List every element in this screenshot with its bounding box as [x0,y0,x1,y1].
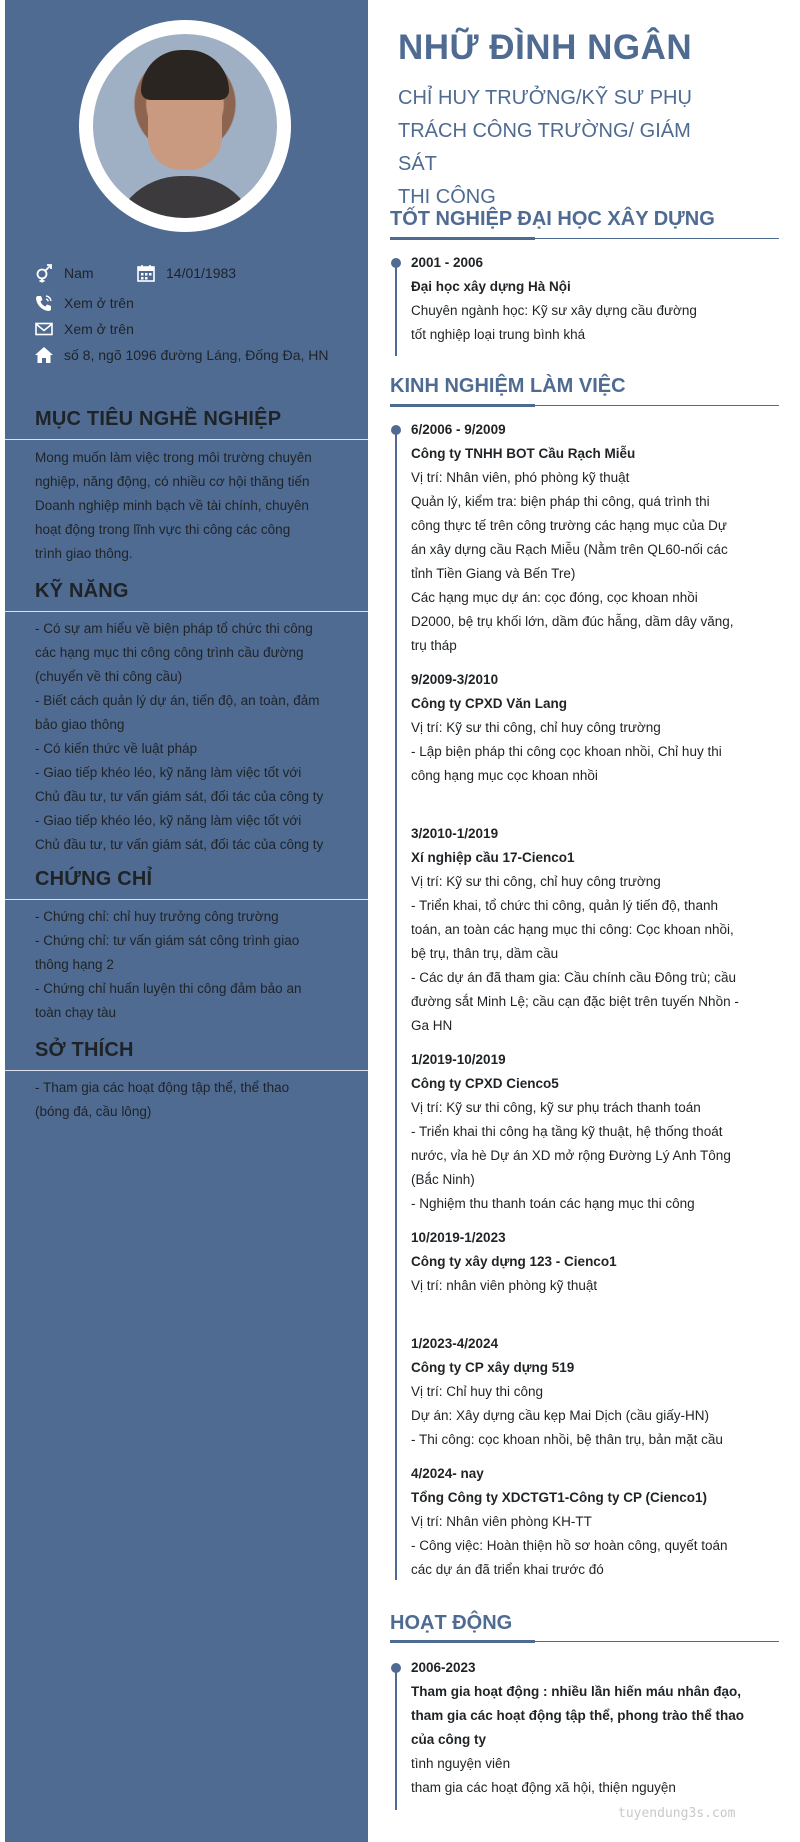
timeline-dot [391,258,401,268]
objective-heading: MỤC TIÊU NGHỀ NGHIỆP [35,408,282,430]
job-title: CHỈ HUY TRƯỞNG/KỸ SƯ PHỤ TRÁCH CÔNG TRƯỜNG/ GIÁM SÁT THI CÔNG [398,87,692,208]
skills-heading: KỸ NĂNG [35,580,129,602]
timeline-line [395,262,397,356]
divider [5,1070,368,1071]
education-entry: 2001 - 2006 Đại học xây dựng Hà Nội Chuyên ngành học: Kỹ sư xây dựng cầu đường tốt nghiệp loại trung bình khá [411,255,697,342]
avatar [93,34,277,218]
phone-row [34,292,134,314]
experience-entry: 4/2024- nay Tổng Công ty XDCTGT1-Công ty CP (Cienco1) Vị trí: Nhân viên phòng KH-TT - Công việc: Hoàn thiện hồ sơ hoàn công, quyết toán các dự án đã triển khai trước đó [411,1466,728,1577]
activities-heading: HOẠT ĐỘNG [390,1612,513,1634]
gender-value: Nam [64,265,94,281]
experience-entry: 10/2019-1/2023 Công ty xây dựng 123 - Cienco1 Vị trí: nhân viên phòng kỹ thuật [411,1230,617,1293]
dob-value: 14/01/1983 [166,265,237,281]
certificates-text: - Chứng chỉ: chỉ huy trưởng công trường - Chứng chỉ: tư vấn giám sát công trình giao thông hạng 2 - Chứng chỉ huấn luyện thi công đảm bảo an toàn chạy tàu [35,909,302,1020]
watermark: tuyendung3s.com [618,1806,736,1821]
education-heading: TỐT NGHIỆP ĐẠI HỌC XÂY DỰNG [390,208,715,230]
activity-entry: 2006-2023 Tham gia hoạt động : nhiều lần hiến máu nhân đạo, tham gia các hoạt động tập thể, phong trào thể thao của công ty tình nguyện viên tham gia các hoạt động xã hội, thiện nguyện [411,1660,745,1795]
skills-text: - Có sự am hiểu về biện pháp tổ chức thi công các hạng mục thi công công trình cầu đường (chuyển về thi công cầu) - Biết cách quản lý dự án, tiến độ, an toàn, đảm bảo giao thông - Có kiến thức về luật pháp - Giao tiếp khéo léo, kỹ năng làm việc tốt với Chủ đầu tư, tư vấn giám sát, đối tác của công ty - Giao tiếp khéo léo, kỹ năng làm việc tốt với Chủ đầu tư, tư vấn giám sát, đối tác của công ty [35,621,324,852]
home-icon [34,345,54,365]
objective-text: Mong muốn làm việc trong môi trường chuyên nghiệp, năng động, có nhiều cơ hội thăng tiến Doanh nghiệp minh bạch về tài chính, chuyên hoạt động trong lĩnh vực thi công các công trình giao thông. [35,450,312,561]
experience-entry: 6/2006 - 9/2009 Công ty TNHH BOT Cầu Rạch Miễu Vị trí: Nhân viên, phó phòng kỹ thuật Quản lý, kiểm tra: biện pháp thi công, quá trình thi công thực tế trên công trường các hạng mục của Dự án xây dựng cầu Rạch Miễu (Nằm trên QL60-nối các tỉnh Tiền Giang và Bến Tre) Các hạng mục dự án: cọc đóng, cọc khoan nhồi D2000, bệ trụ khối lớn, dầm đúc hẫng, dầm dây văng, trụ tháp [411,422,734,653]
section-divider-accent [390,237,535,240]
candidate-name: NHỮ ĐÌNH NGÂN [398,28,693,67]
phone-icon [34,293,54,313]
dob-row [136,262,236,284]
section-divider-accent [390,404,535,407]
address-value: số 8, ngõ 1096 đường Láng, Đống Đa, HN [64,347,329,363]
email-value: Xem ở trên [64,321,134,337]
experience-heading: KINH NGHIỆM LÀM VIỆC [390,375,626,397]
hobbies-text: - Tham gia các hoạt động tập thể, thể thao (bóng đá, cầu lông) [35,1080,290,1119]
gender-icon [34,263,54,283]
experience-entry: 1/2019-10/2019 Công ty CPXD Cienco5 Vị trí: Kỹ sư thi công, kỹ sư phụ trách thanh toán - Triển khai thi công hạ tầng kỹ thuật, hệ thống thoát nước, vỉa hè Dự án XD mở rộng Đường Lý Anh Tông (Bắc Ninh) - Nghiệm thu thanh toán các hạng mục thi công [411,1052,731,1211]
timeline-line [395,1668,397,1810]
hobbies-heading: SỞ THÍCH [35,1039,134,1061]
timeline-dot [391,1663,401,1673]
email-row [34,318,134,340]
calendar-icon [136,263,156,283]
experience-entry: 1/2023-4/2024 Công ty CP xây dựng 519 Vị trí: Chỉ huy thi công Dự án: Xây dựng cầu kẹp Mai Dịch (cầu giấy-HN) - Thi công: cọc khoan nhồi, bệ thân trụ, bản mặt cầu [411,1336,723,1447]
address-row [34,344,329,366]
section-divider-accent [390,1640,535,1643]
avatar-frame [79,20,291,232]
phone-value: Xem ở trên [64,295,134,311]
divider [5,899,368,900]
timeline-line [395,430,397,1580]
divider [5,439,368,440]
experience-entry: 3/2010-1/2019 Xí nghiệp cầu 17-Cienco1 Vị trí: Kỹ sư thi công, chỉ huy công trường - Triển khai, tổ chức thi công, quản lý tiến độ, thanh toán, an toàn các hạng mục thi công: Cọc khoan nhồi, bệ trụ, thân trụ, dầm cầu - Các dự án đã tham gia: Cầu chính cầu Đông trù; cầu đường sắt Minh Lệ; cầu cạn đặc biệt trên tuyến Nhồn - Ga HN [411,826,739,1033]
gender-row [34,262,94,284]
mail-icon [34,319,54,339]
certificates-heading: CHỨNG CHỈ [35,868,153,890]
divider [5,611,368,612]
timeline-dot [391,425,401,435]
experience-entry: 9/2009-3/2010 Công ty CPXD Văn Lang Vị trí: Kỹ sư thi công, chỉ huy công trường - Lập biện pháp thi công cọc khoan nhồi, Chỉ huy thi công hạng mục cọc khoan nhồi [411,672,722,783]
